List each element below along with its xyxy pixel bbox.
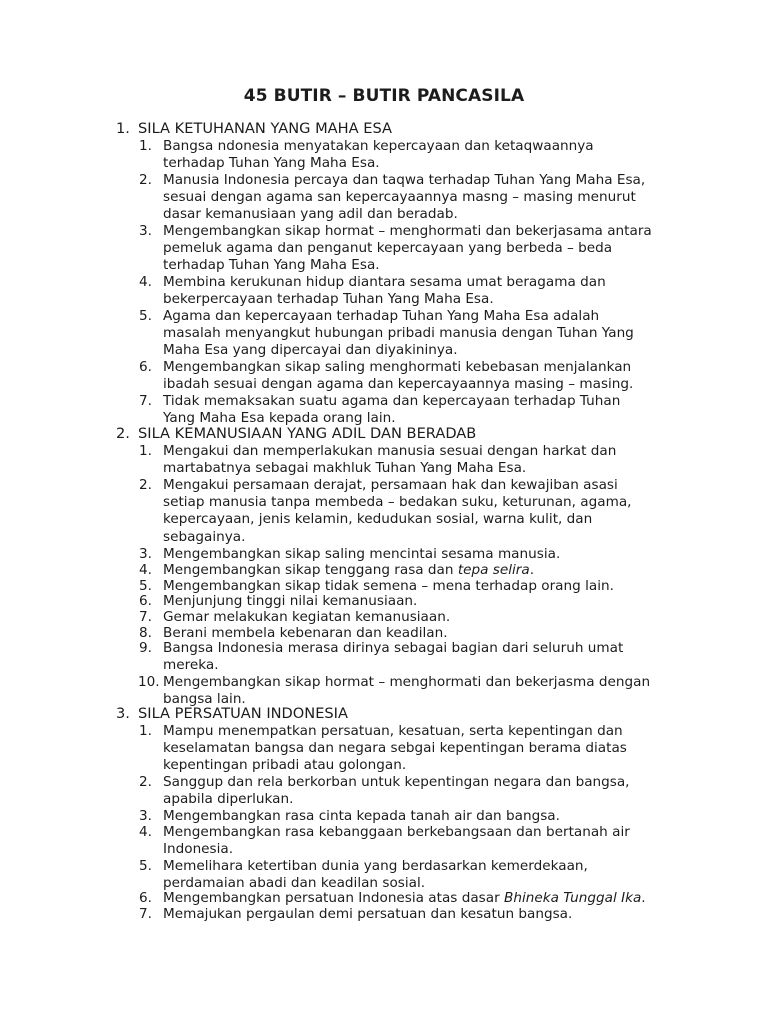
text-line: Mengembangkan sikap tidak semena – mena terhadap orang lain.	[163, 578, 614, 594]
list-item-text	[163, 640, 683, 674]
text-line: Mengembangkan sikap saling mencintai sesama manusia.	[163, 546, 561, 562]
text-line: Gemar melakukan kegiatan kemanusiaan.	[163, 609, 451, 625]
text-line: terhadap Tuhan Yang Maha Esa.	[163, 155, 380, 172]
list-item-text	[163, 223, 683, 275]
text-line: sebagainya.	[163, 528, 246, 545]
list-item-text	[163, 858, 683, 892]
sila-heading-text	[116, 120, 392, 137]
text-line: Mengakui dan memperlakukan manusia sesuai dengan harkat dan	[163, 443, 617, 459]
text-line: Sanggup dan rela berkorban untuk kepentingan negara dan bangsa,	[163, 774, 630, 790]
text-line: sesuai dengan agama san kepercayaannya masng – masing menurut	[163, 189, 636, 206]
text-line: Mengembangkan sikap saling menghormati kebebasan menjalankan	[163, 359, 632, 375]
text-line: bekerpercayaan terhadap Tuhan Yang Maha Esa.	[163, 291, 494, 308]
list-item-text	[163, 274, 683, 308]
text-line: kepercayaan, jenis kelamin, kedudukan sosial, warna kulit, dan	[163, 511, 593, 528]
text-line: martabatnya sebagai makhluk Tuhan Yang Maha Esa.	[163, 460, 527, 477]
list-item-text	[163, 609, 683, 626]
list-item-number: 1.	[139, 443, 152, 459]
sila-number: 1.	[116, 120, 130, 137]
list-item-text	[163, 723, 683, 775]
list-item-text	[163, 477, 683, 546]
document-title: 45 BUTIR – BUTIR PANCASILA	[243, 86, 525, 106]
list-item-text	[163, 562, 683, 579]
list-item-text	[163, 546, 683, 563]
list-item-number: 5.	[139, 308, 152, 324]
list-item-number: 4.	[139, 824, 152, 840]
list-item-number: 6.	[139, 359, 152, 375]
list-item-number: 4.	[139, 274, 152, 290]
text-line: terhadap Tuhan Yang Maha Esa.	[163, 257, 380, 274]
sila-heading-text	[116, 425, 476, 442]
list-item-number: 3.	[139, 808, 152, 824]
text-line: Bangsa ndonesia menyatakan kepercayaan dan ketaqwaannya	[163, 138, 594, 154]
text-line: perdamaian abadi dan keadilan sosial.	[163, 875, 426, 892]
sila-heading-text	[116, 705, 348, 722]
list-item-number: 5.	[139, 858, 152, 874]
list-item-number: 6.	[139, 890, 152, 906]
list-item-number: 2.	[139, 172, 152, 188]
list-item-number: 8.	[139, 625, 152, 641]
text-line: Maha Esa yang dipercayai dan diyakininya.	[163, 342, 458, 359]
text-line: mereka.	[163, 657, 219, 674]
text-line: apabila diperlukan.	[163, 791, 294, 808]
list-item-text	[163, 138, 683, 172]
text-line: Mengembangkan rasa kebanggaan berkebangsaan dan bertanah air	[163, 824, 630, 840]
text-line: Membina kerukunan hidup diantara sesama umat beragama dan	[163, 274, 606, 290]
list-item-number: 9.	[139, 640, 152, 656]
list-item-text	[163, 774, 683, 808]
list-item-number: 7.	[139, 609, 152, 625]
list-item-text	[163, 308, 683, 360]
list-item-text	[163, 890, 683, 907]
text-line: pemeluk agama dan penganut kepercayaan yang berbeda – beda	[163, 240, 613, 257]
list-item-number: 1.	[139, 138, 152, 154]
list-item-text	[163, 824, 683, 858]
text-line: keselamatan bangsa dan negara sebgai kepentingan berama diatas	[163, 740, 627, 757]
italic-term: Bhineka Tunggal Ika	[504, 890, 642, 906]
text-line: Memajukan pergaulan demi persatuan dan kesatun bangsa.	[163, 906, 573, 922]
list-item-number: 6.	[139, 593, 152, 609]
text-line: Indonesia.	[163, 841, 234, 858]
text-line: Mengembangkan rasa cinta kepada tanah air dan bangsa.	[163, 808, 560, 824]
text-line: dasar kemanusiaan yang adil dan beradab.	[163, 206, 458, 223]
text-line: Agama dan kepercayaan terhadap Tuhan Yang Maha Esa adalah	[163, 308, 600, 324]
text-line: Mengembangkan sikap hormat – menghormati dan bekerjasama antara	[163, 223, 652, 239]
sila-number: 3.	[116, 705, 130, 722]
list-item-number: 4.	[139, 562, 152, 578]
list-item-text	[163, 443, 683, 477]
text-line: Mengembangkan sikap hormat – menghormati dan bekerjasma dengan	[163, 674, 651, 690]
italic-term: tepa selira	[457, 562, 530, 578]
text-line: setiap manusia tanpa membeda – bedakan suku, keturunan, agama,	[163, 494, 632, 511]
text-line: Memelihara ketertiban dunia yang berdasarkan kemerdekaan,	[163, 858, 588, 874]
list-item-number: 7.	[139, 393, 152, 409]
text-line: kepentingan pribadi atau golongan.	[163, 757, 407, 774]
text-line: masalah menyangkut hubungan pribadi manusia dengan Tuhan Yang	[163, 325, 634, 342]
sila-number: 2.	[116, 425, 130, 442]
list-item-text	[163, 674, 683, 708]
list-item-number: 2.	[139, 477, 152, 493]
text-line: Bangsa Indonesia merasa dirinya sebagai bagian dari seluruh umat	[163, 640, 624, 656]
text-line: Mampu menempatkan persatuan, kesatuan, serta kepentingan dan	[163, 723, 623, 739]
list-item-text	[163, 808, 683, 825]
list-item-number: 10.	[138, 674, 160, 690]
sila-title: SILA PERSATUAN INDONESIA	[138, 705, 348, 722]
list-item-text	[163, 906, 683, 923]
list-item-number: 1.	[139, 723, 152, 739]
text-line: Berani membela kebenaran dan keadilan.	[163, 625, 448, 641]
list-item-number: 3.	[139, 223, 152, 239]
list-item-number: 2.	[139, 774, 152, 790]
text-line: Manusia Indonesia percaya dan taqwa terhadap Tuhan Yang Maha Esa,	[163, 172, 646, 188]
list-item-text	[163, 393, 683, 427]
text-line: ibadah sesuai dengan agama dan kepercayaannya masing – masing.	[163, 376, 634, 393]
list-item-text	[163, 172, 683, 224]
list-item-text	[163, 593, 683, 610]
text-line: bangsa lain.	[163, 691, 246, 708]
text-line: Mengembangkan sikap tenggang rasa dan tepa selira.	[163, 562, 535, 578]
text-line: Tidak memaksakan suatu agama dan kepercayaan terhadap Tuhan	[163, 393, 621, 409]
text-line: Mengakui persamaan derajat, persamaan hak dan kewajiban asasi	[163, 477, 618, 493]
list-item-text	[163, 359, 683, 393]
list-item-number: 3.	[139, 546, 152, 562]
list-item-number: 5.	[139, 578, 152, 594]
text-line: Menjunjung tinggi nilai kemanusiaan.	[163, 593, 418, 609]
sila-title: SILA KEMANUSIAAN YANG ADIL DAN BERADAB	[138, 425, 477, 442]
text-line: Mengembangkan persatuan Indonesia atas dasar Bhineka Tunggal Ika.	[163, 890, 646, 906]
list-item-number: 7.	[139, 906, 152, 922]
sila-title: SILA KETUHANAN YANG MAHA ESA	[138, 120, 392, 137]
text-line: Yang Maha Esa kepada orang lain.	[163, 410, 396, 427]
